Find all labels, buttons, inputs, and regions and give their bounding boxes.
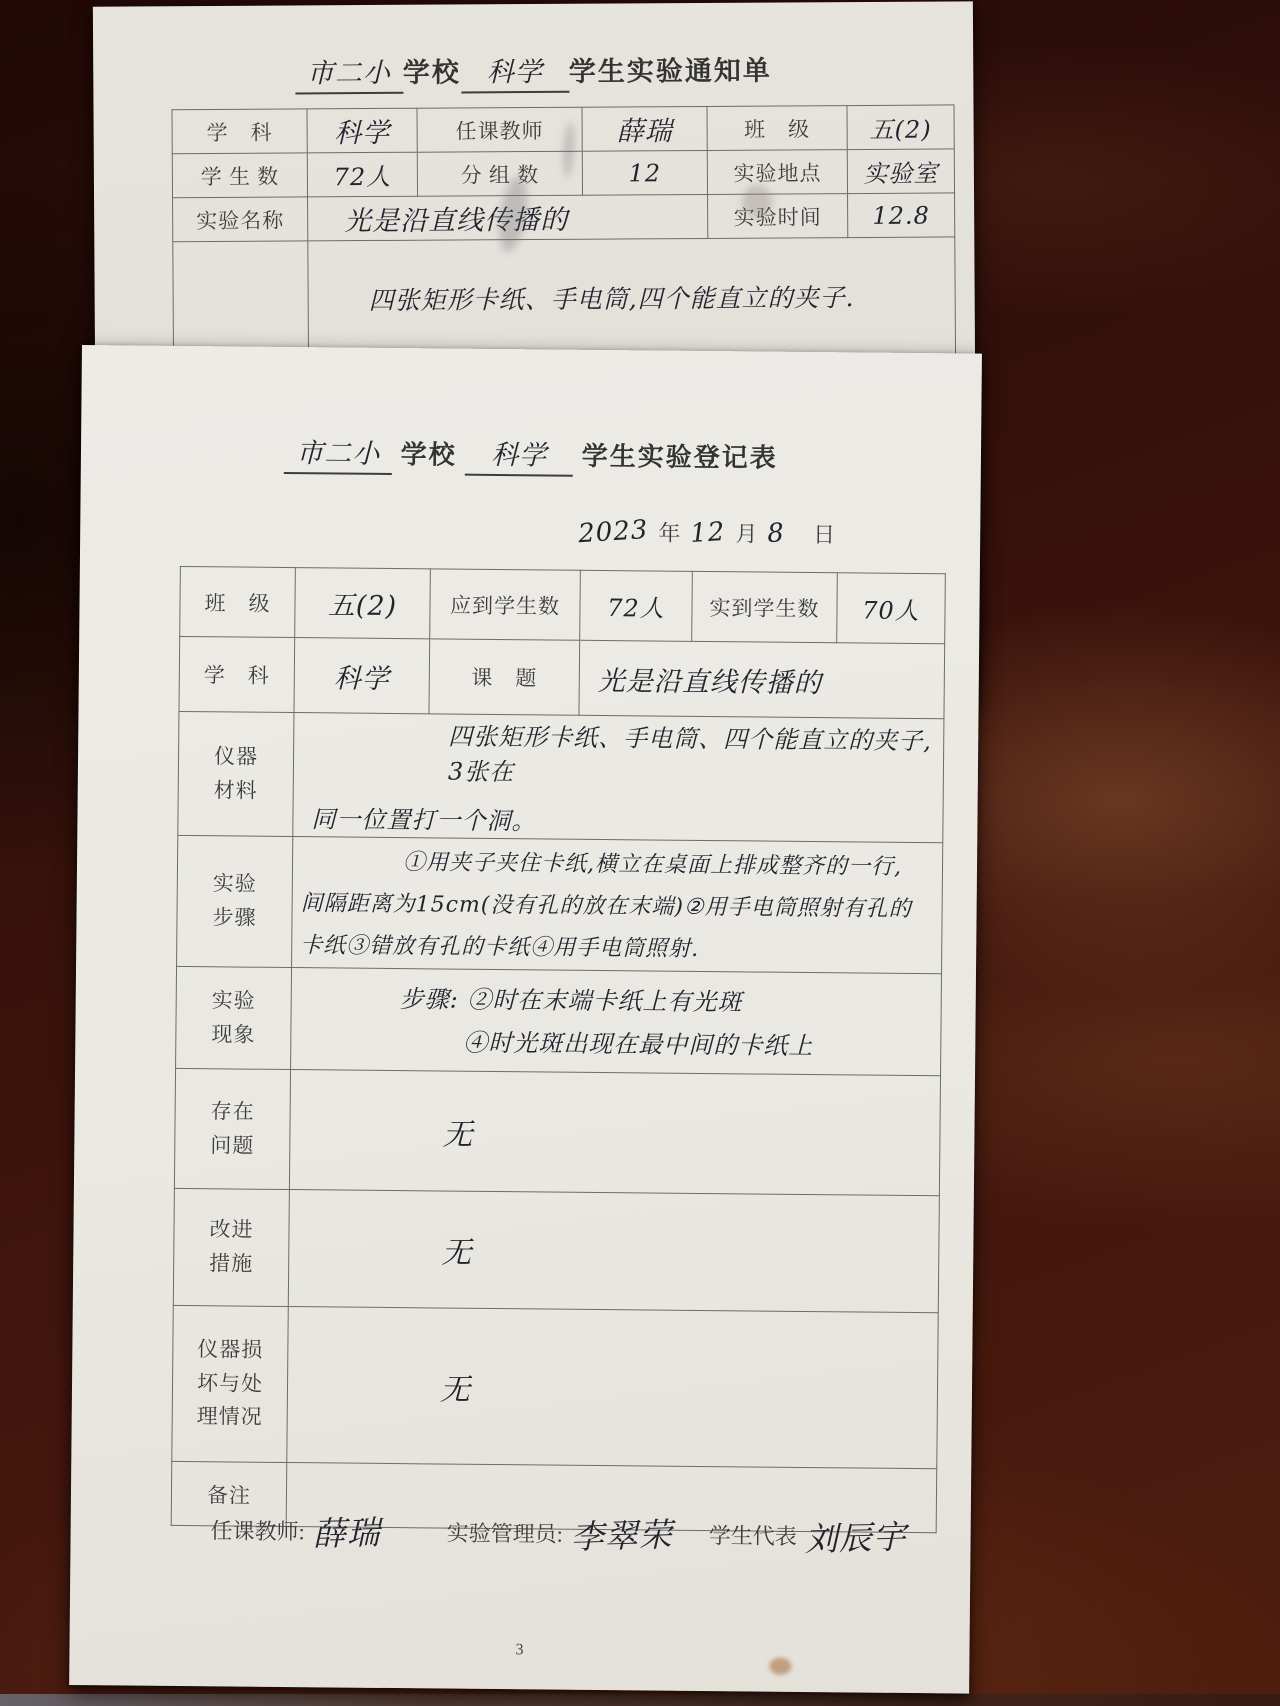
- notice-title-school-label: 学校: [402, 57, 461, 88]
- phenomena-line-1: 步骤: ②时在末端卡纸上有光斑: [399, 985, 743, 1017]
- date-month-label: 月: [735, 521, 758, 547]
- apparatus-label-line2: 材料: [213, 777, 258, 803]
- table-edge: [0, 1694, 1280, 1706]
- problems-label-line2: 问题: [210, 1132, 255, 1158]
- phenomena-label-line2: 现象: [211, 1021, 256, 1047]
- problems-value-cell: 无: [289, 1070, 940, 1196]
- exp-name-label-cell: 实验名称: [173, 197, 308, 242]
- class-value-cell: 五(2): [847, 105, 954, 150]
- groups-value-cell: 12: [582, 150, 707, 195]
- actual-label-cell: 实到学生数: [692, 571, 838, 642]
- exp-name-value-cell: 光是沿直线传播的: [308, 194, 708, 240]
- students-value-cell: 72人: [307, 152, 417, 197]
- signature-line: [210, 1506, 970, 1560]
- remarks-label-cell: 备注: [171, 1461, 287, 1526]
- damage-label-line2: 坏与处: [196, 1370, 264, 1396]
- exp-time-value-cell: 12.8: [848, 193, 955, 238]
- reg-class-label-cell: 班 级: [180, 566, 296, 637]
- date-month-value: 12: [689, 516, 727, 550]
- register-row-subject: [179, 636, 945, 718]
- date-year-value: 2023: [577, 515, 650, 550]
- topic-value-cell: 光是沿直线传播的: [579, 640, 945, 719]
- improvements-label-line1: 改进: [209, 1217, 254, 1243]
- sign-student-name: 刘辰宇: [804, 1517, 908, 1559]
- phenomena-value-cell: [291, 968, 942, 1076]
- steps-line-3: 卡纸③错放有孔的卡纸④用手电筒照射.: [300, 933, 700, 962]
- improvements-label-cell: [173, 1188, 289, 1306]
- phenomena-label-line1: 实验: [211, 988, 256, 1013]
- notice-row-3: [173, 193, 955, 242]
- subject-value-cell: 科学: [307, 108, 417, 153]
- location-value-cell: 实验室: [847, 149, 954, 194]
- subject-label-cell: 学 科: [172, 109, 307, 154]
- register-title: [81, 429, 981, 481]
- notice-title-school-blank: 市二小: [295, 51, 403, 95]
- notice-title-tail: 学生实验通知单: [568, 55, 772, 87]
- apparatus-line-2: 同一位置打一个洞。: [311, 805, 537, 836]
- register-title-tail: 学生实验登记表: [581, 441, 778, 473]
- problems-label-line1: 存在: [210, 1099, 255, 1124]
- sign-teacher-name: 薛瑞: [312, 1512, 382, 1554]
- problems-label-cell: [174, 1068, 290, 1189]
- register-title-school-label: 学校: [400, 440, 457, 470]
- steps-value-cell: [292, 837, 943, 974]
- register-row-damage: [172, 1305, 938, 1468]
- reg-subject-value-cell: 科学: [294, 638, 430, 714]
- expected-value-cell: 72人: [580, 570, 693, 641]
- notice-title-subject-blank: 科学: [461, 50, 569, 94]
- apparatus-label-cell: [178, 711, 294, 836]
- steps-line-2: 间隔距离为15cm(没有孔的放在末端)②用手电筒照射有孔的: [300, 891, 912, 922]
- sign-manager-name: 李翠荣: [570, 1514, 674, 1557]
- register-title-subject-blank: 科学: [465, 433, 573, 477]
- damage-value-cell: 无: [287, 1307, 938, 1469]
- sign-manager-label: 实验管理员:: [446, 1520, 563, 1547]
- stain-mark: [742, 185, 772, 219]
- register-row-phenomena: [176, 966, 942, 1075]
- register-sheet: [69, 345, 982, 1694]
- teacher-label-cell: 任课教师: [417, 107, 582, 152]
- register-title-school-blank: 市二小: [284, 431, 392, 475]
- apparatus-label-line1: 仪器: [213, 744, 259, 769]
- damage-label-cell: [172, 1305, 288, 1462]
- expected-label-cell: 应到学生数: [430, 569, 581, 640]
- notice-title: [93, 47, 973, 95]
- actual-value-cell: 70人: [837, 573, 946, 644]
- register-row-class: [180, 566, 946, 643]
- steps-label-line2: 步骤: [212, 905, 257, 930]
- apparatus-value-cell: [293, 713, 944, 843]
- exp-time-label-cell: 实验时间: [708, 194, 848, 239]
- reg-subject-label-cell: 学 科: [179, 636, 295, 712]
- date-year-label: 年: [658, 520, 681, 546]
- register-date: [578, 516, 835, 549]
- date-day-value: 8: [766, 518, 786, 550]
- phenomena-label-cell: [176, 966, 292, 1069]
- steps-label-cell: [177, 835, 293, 967]
- damage-label-line1: 仪器损: [197, 1337, 264, 1362]
- improvements-value-cell: 无: [288, 1190, 939, 1313]
- teacher-value-cell: 薛瑞: [582, 106, 707, 151]
- register-row-apparatus: [178, 711, 944, 842]
- topic-label-cell: 课 题: [429, 639, 580, 715]
- sign-student-label: 学生代表: [708, 1523, 797, 1549]
- sign-teacher-label: 任课教师:: [210, 1518, 305, 1545]
- steps-line-1: ①用夹子夹住卡纸,横立在桌面上排成整齐的一行,: [402, 850, 903, 880]
- register-table: [171, 566, 946, 1533]
- register-row-steps: [177, 835, 943, 973]
- date-day-label: 日: [812, 522, 836, 548]
- reg-class-value-cell: 五(2): [295, 568, 431, 639]
- phenomena-line-2: ④时光斑出现在最中间的卡纸上: [463, 1028, 814, 1061]
- damage-label-line3: 理情况: [196, 1404, 263, 1430]
- improvements-label-line2: 措施: [209, 1251, 254, 1276]
- class-label-cell: 班 级: [707, 106, 847, 151]
- equipment-line-1: 四张矩形卡纸、手电筒,四个能直立的夹子.: [368, 283, 855, 316]
- register-row-improvements: [173, 1188, 939, 1312]
- groups-label-cell: 分 组 数: [417, 151, 582, 196]
- location-label-cell: 实验地点: [707, 150, 847, 195]
- apparatus-line-1: 四张矩形卡纸、手电筒、四个能直立的夹子, 3张在: [447, 722, 933, 787]
- stain-mark: [769, 1658, 791, 1675]
- steps-label-line1: 实验: [212, 871, 257, 897]
- page-number: 3: [515, 1641, 524, 1659]
- students-label-cell: 学 生 数: [172, 153, 307, 198]
- register-row-problems: [174, 1068, 940, 1195]
